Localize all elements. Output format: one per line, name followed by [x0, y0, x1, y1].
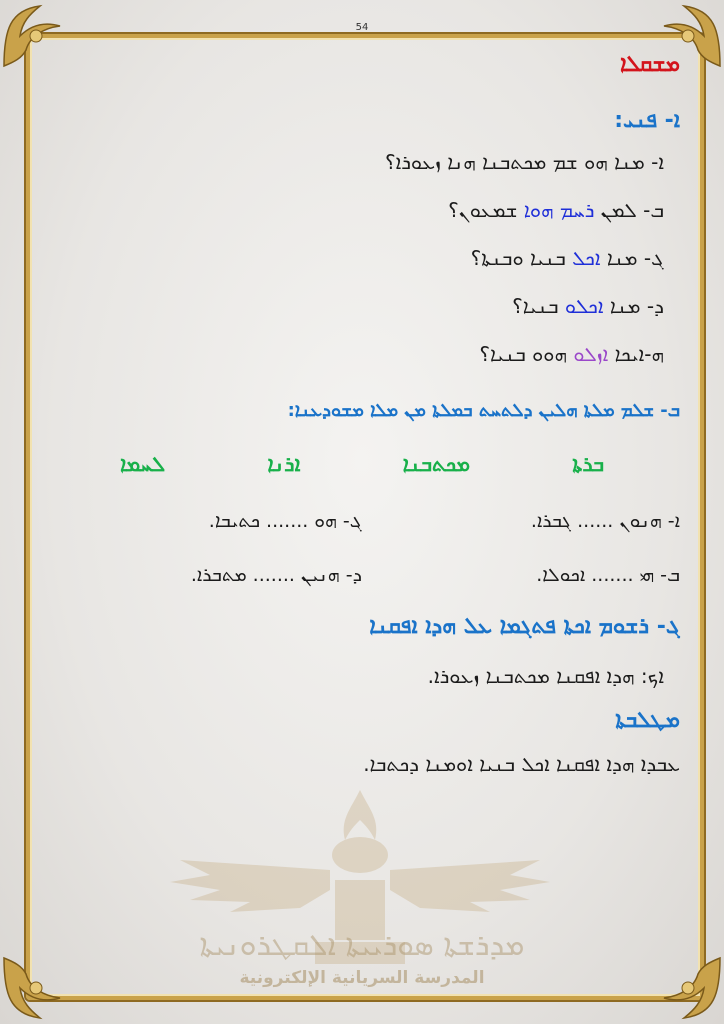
task-sentence: ܥܒܕܐ ܗܕܐ ܐܦܩܢܐ ܐܟܠ ܒܢܝܐ ܐܘܡܢܐ ܕܟܬܒܐ. [363, 752, 680, 776]
watermark-arabic: المدرسة السريانية الإلكترونية [239, 968, 485, 988]
question-text: ܡܢܐ ܗܘ ܫܡ ܡܟܬܒܢܐ ܗܢܐ ܙܥܘܪܐ [395, 150, 645, 174]
fill-row [44, 510, 680, 532]
word-bank-item: ܒܪܬܐ [572, 452, 604, 476]
question-number: ܓ- [637, 246, 664, 270]
question-text-end: ܗܘܘ ܒܢܝܐ؟ [479, 342, 574, 366]
question-highlight: ܐܟܠ [572, 246, 601, 270]
question-number: ܒ- [636, 198, 664, 222]
question-text: ܡܢܐ [600, 246, 638, 270]
question-highlight: ܐܟܠܘ [564, 294, 604, 318]
question-text: ܐܝܟܐ [608, 342, 645, 366]
fill-sentence: ܕ- ܗܢܝܢ ....... ܡܬܒܪܐ. [190, 564, 362, 586]
section-c-heading: ܓ- ܪܫܘܡ ܐܟܬܐ ܦܬܓܡܐ ܥܠ ܗܕܐ ܐܦܩܢܐ [369, 614, 680, 639]
question-number: ܐ- [644, 150, 664, 174]
question-4 [44, 294, 664, 318]
example-sentence: ܐܟ: ܗܕܐ ܐܦܩܢܐ ܡܟܬܒܢܐ ܙܥܘܪܐ. [427, 664, 664, 688]
corner-ornament-icon [654, 954, 724, 1024]
section-a-heading: ܐ- ܦܢܝ: [614, 108, 680, 133]
page-title: ܡܫܩܠܐ [619, 52, 680, 77]
question-2 [44, 198, 664, 222]
question-highlight: ܐܙܠܘ [573, 342, 609, 366]
question-3 [44, 246, 664, 270]
question-text-end: ܫܡܥܘܢ؟ [448, 198, 524, 222]
section-d-heading: ܡܛܠܒܬܐ [615, 708, 680, 733]
word-bank-item: ܐܪܢܐ [267, 452, 301, 476]
winged-emblem-icon [150, 770, 570, 1000]
question-5 [44, 342, 664, 366]
question-1 [44, 150, 664, 174]
question-text-end: ܒܢܝܐ؟ [512, 294, 565, 318]
question-highlight: ܪܚܡ ܗܘܐ [523, 198, 595, 222]
question-mark: ؟ [384, 150, 396, 174]
fill-sentence: ܓ- ܗܘ ....... ܟܬܝܒܐ. [208, 510, 362, 532]
word-bank-item: ܠܚܡܐ [120, 452, 166, 476]
question-text-end: ܒܢܝܐ ܘܒܢܬܐ؟ [470, 246, 573, 270]
watermark-syriac: ܡܕܪܫܬܐ ܣܘܪܝܝܬܐ ܐܠܩܛܪܘܢܝܬܐ [199, 928, 525, 963]
question-number: ܕ- [640, 294, 664, 318]
fill-sentence: ܒ- ܗܝ ....... ܐܟܘܠܐ. [536, 564, 680, 586]
corner-ornament-icon [0, 954, 70, 1024]
fill-sentence: ܐ- ܗܢܘܢ ...... ܓܒܪܐ. [530, 510, 680, 532]
page-number: 54 [355, 22, 369, 33]
word-bank-item: ܡܟܬܒܢܐ [402, 452, 471, 476]
section-b-heading: ܒ- ܫܠܡ ܡܠܬܐ ܗܠܝܢ ܕܠܬܚܬ ܒܡܠܬܐ ܡܢ ܡܠܐ ܡܫܘܕܥܢܐ: [287, 400, 680, 421]
question-text: ܠܡܢ [594, 198, 637, 222]
word-bank [120, 452, 604, 477]
question-number: ܗ- [644, 342, 664, 366]
fill-row [44, 564, 680, 586]
question-text: ܡܢܐ [603, 294, 641, 318]
